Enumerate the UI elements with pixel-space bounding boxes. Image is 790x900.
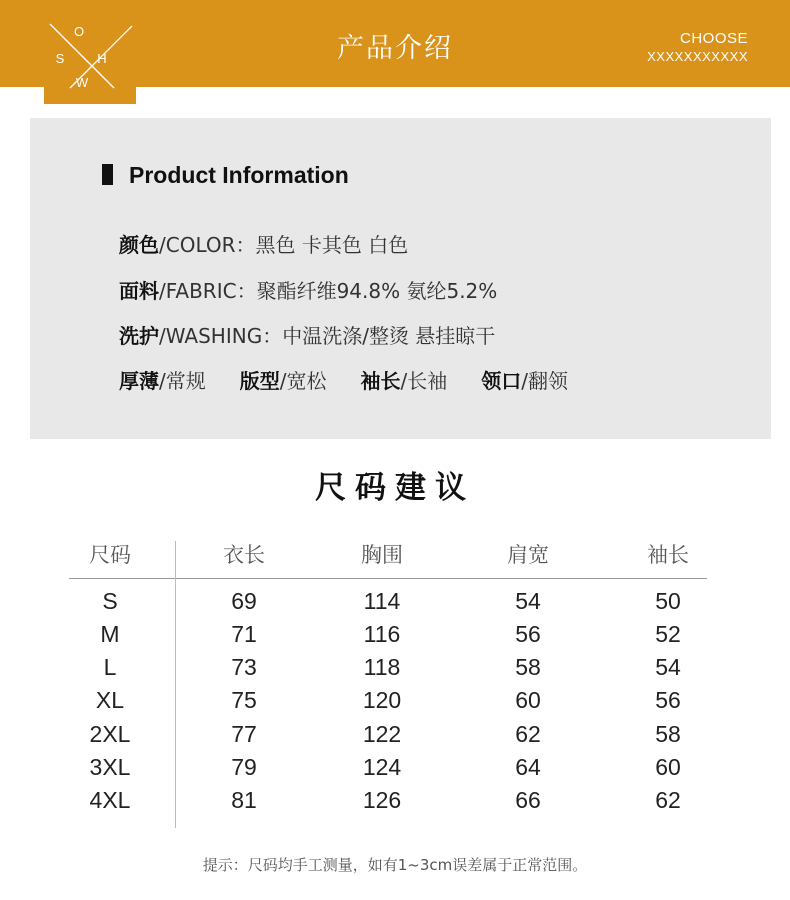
table-cell-sleeve: 58: [655, 721, 681, 747]
sleeve-label: 袖长: [360, 369, 401, 393]
table-cell-chest: 114: [363, 588, 401, 614]
table-cell-shoulder: 58: [515, 654, 541, 680]
size-chart-title: 尺码建议: [315, 470, 475, 506]
thickness-value: /常规: [159, 369, 206, 393]
logo-letter-right: H: [97, 51, 107, 66]
fabric-en: /FABRIC：: [159, 279, 257, 303]
color-en: /COLOR：: [159, 233, 256, 257]
choose-line2: XXXXXXXXXXX: [647, 49, 748, 64]
collar-label: 领口: [481, 369, 522, 393]
table-cell-size: 3XL: [89, 754, 131, 780]
sleeve-value: /长袖: [400, 369, 448, 393]
table-cell-length: 73: [231, 654, 257, 680]
table-header-divider: [69, 578, 707, 579]
table-cell-sleeve: 52: [655, 621, 681, 647]
table-cell-length: 69: [231, 588, 257, 614]
table-cell-size: M: [100, 621, 120, 647]
fit-label: 版型: [239, 369, 280, 393]
table-cell-chest: 120: [362, 687, 402, 713]
table-cell-shoulder: 56: [515, 621, 541, 647]
table-cell-length: 79: [231, 754, 257, 780]
table-cell-size: 4XL: [89, 787, 131, 813]
info-heading-text: Product Information: [129, 162, 349, 188]
table-cell-sleeve: 62: [655, 787, 681, 813]
table-cell-length: 81: [231, 787, 257, 813]
fit-value: /宽松: [279, 369, 327, 393]
choose-line1: CHOOSE: [679, 30, 748, 47]
logo-letter-bottom: W: [75, 75, 89, 90]
table-cell-chest: 122: [362, 721, 402, 747]
table-cell-length: 77: [231, 721, 257, 747]
table-cell-sleeve: 50: [655, 588, 681, 614]
table-header-length: 衣长: [223, 543, 265, 567]
table-cell-sleeve: 56: [655, 687, 681, 713]
table-header-size: 尺码: [89, 543, 131, 567]
table-cell-shoulder: 62: [515, 721, 541, 747]
table-cell-length: 75: [231, 687, 257, 713]
collar-value: /翻领: [521, 369, 568, 393]
color-value: 黑色 卡其色 白色: [255, 233, 409, 257]
table-cell-chest: 116: [363, 621, 401, 647]
size-tip: 提示：尺码均手工测量，如有1~3cm误差属于正常范围。: [202, 856, 588, 874]
table-cell-chest: 124: [362, 754, 402, 780]
table-cell-length: 71: [231, 621, 257, 647]
table-cell-sleeve: 60: [655, 754, 681, 780]
table-cell-shoulder: 60: [515, 687, 541, 713]
table-cell-chest: 126: [362, 787, 402, 813]
table-column-divider: [175, 541, 176, 828]
fabric-label: 面料: [119, 279, 159, 303]
table-cell-size: XL: [95, 687, 125, 713]
page-title: 产品介绍: [337, 33, 453, 64]
table-cell-size: L: [103, 654, 117, 680]
washing-label: 洗护: [119, 324, 159, 348]
table-cell-shoulder: 64: [515, 754, 541, 780]
washing-value: 中温洗涤/整烫 悬挂晾干: [282, 324, 496, 348]
table-header-chest: 胸围: [361, 543, 403, 567]
table-cell-size: S: [102, 588, 118, 614]
table-header-sleeve: 袖长: [647, 543, 689, 567]
table-cell-shoulder: 54: [515, 588, 541, 614]
fabric-value: 聚酯纤维94.8% 氨纶5.2%: [256, 279, 498, 303]
logo-letter-left: S: [55, 51, 65, 66]
table-cell-sleeve: 54: [655, 654, 681, 680]
table-cell-chest: 118: [363, 654, 401, 680]
thickness-label: 厚薄: [119, 369, 159, 393]
color-label: 颜色: [119, 233, 159, 257]
logo-letter-top: O: [73, 24, 85, 39]
washing-en: /WASHING：: [159, 324, 283, 348]
table-header-shoulder: 肩宽: [507, 543, 549, 567]
table-cell-shoulder: 66: [515, 787, 541, 813]
table-cell-size: 2XL: [89, 721, 131, 747]
